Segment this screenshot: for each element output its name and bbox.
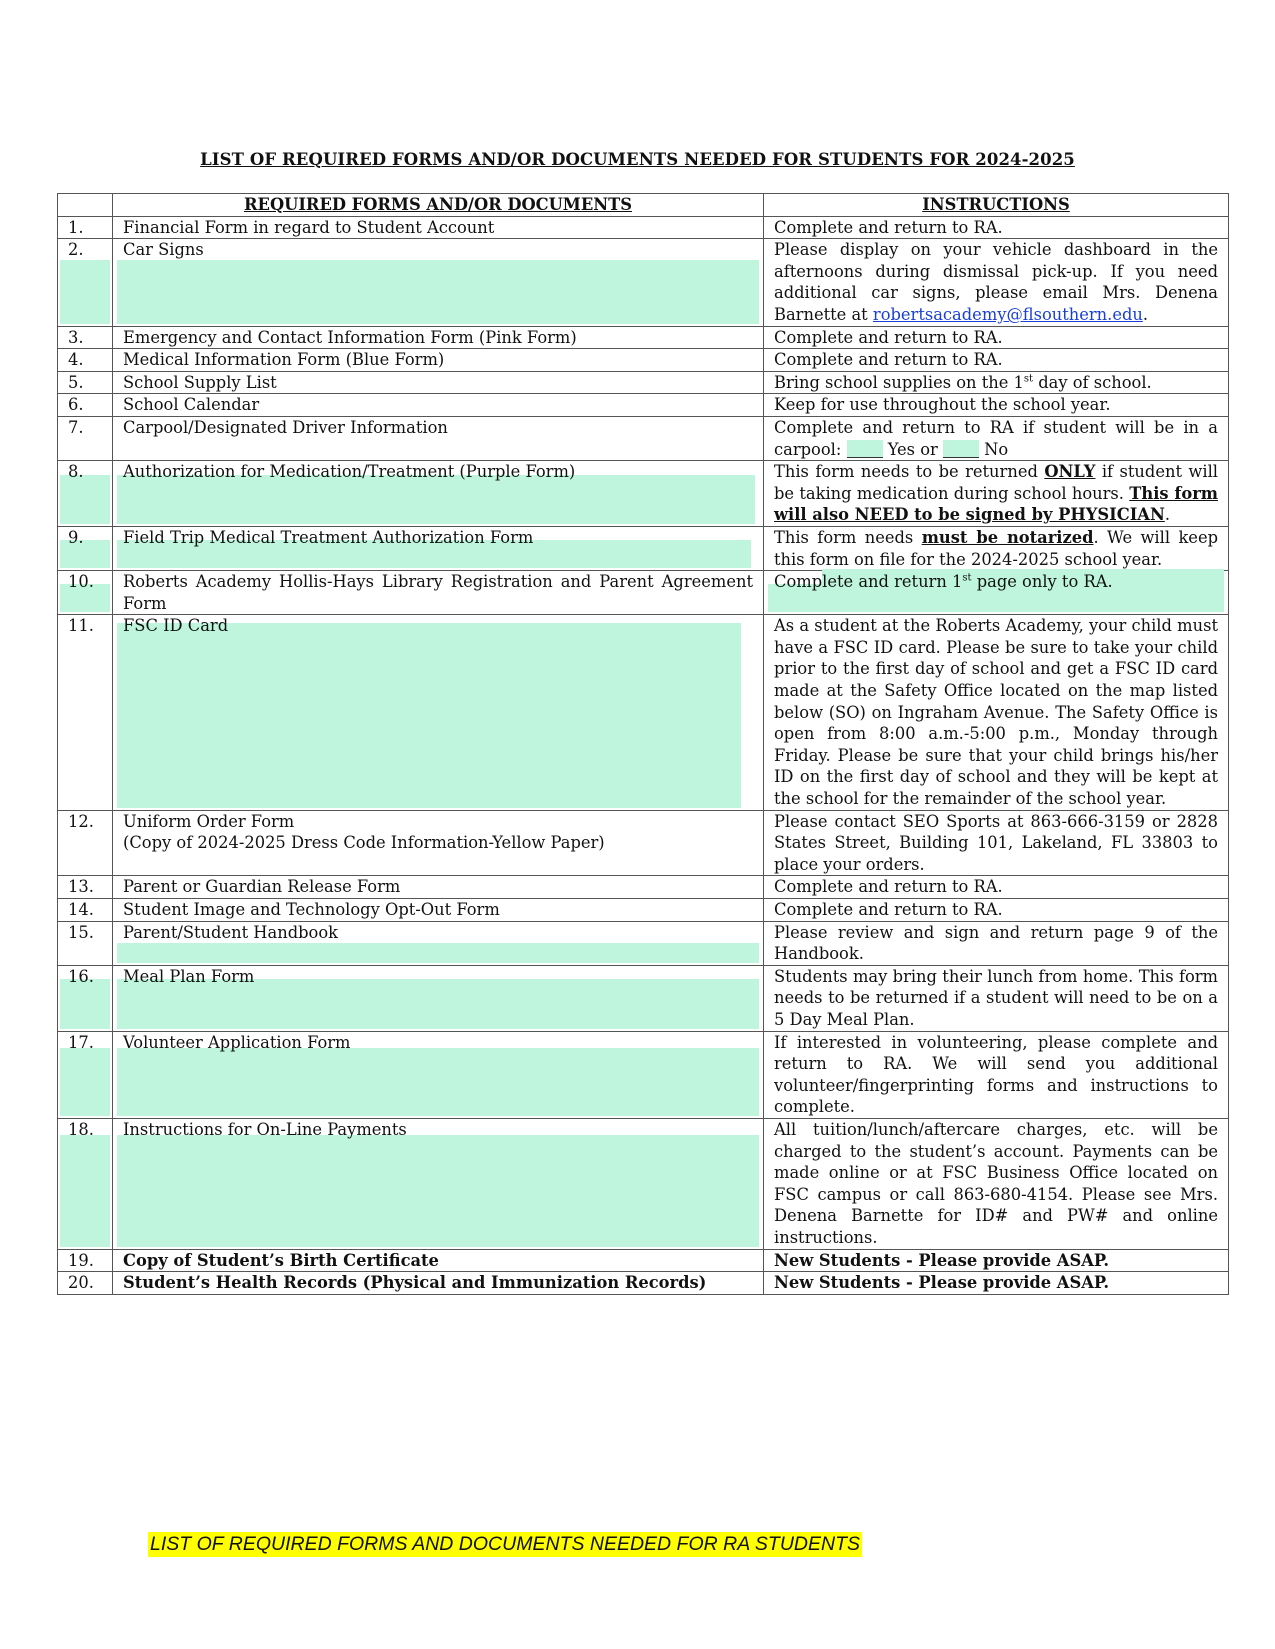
header-number xyxy=(58,194,113,217)
instructions: Complete and return to RA. xyxy=(764,899,1229,922)
instructions-suffix: . xyxy=(1142,304,1149,324)
instructions-text: Bring school supplies on the 1 xyxy=(774,372,1024,392)
document-name: Parent or Guardian Release Form xyxy=(113,876,764,899)
document-cell xyxy=(113,1031,764,1118)
document-cell xyxy=(113,1118,764,1249)
email-link[interactable]: robertsacademy@flsouthern.edu xyxy=(872,304,1143,324)
table-row xyxy=(58,615,1229,810)
document-name: Instructions for On-Line Payments xyxy=(123,1119,407,1139)
document-name: Parent/Student Handbook xyxy=(123,922,339,942)
document-name: Medical Information Form (Blue Form) xyxy=(113,349,764,372)
table-row xyxy=(58,899,1229,922)
row-number: 5. xyxy=(58,371,113,394)
row-number: 19. xyxy=(58,1249,113,1272)
row-number: 12. xyxy=(58,810,113,876)
row-number: 11. xyxy=(58,615,113,810)
row-number: 17. xyxy=(68,1032,94,1052)
required-forms-table xyxy=(57,193,1229,1295)
row-number: 13. xyxy=(58,876,113,899)
table-row xyxy=(58,326,1229,349)
instructions xyxy=(764,416,1229,460)
row-number-cell xyxy=(58,1031,113,1118)
table-row xyxy=(58,1249,1229,1272)
row-number-cell xyxy=(58,965,113,1031)
green-highlight xyxy=(117,475,755,524)
row-number: 6. xyxy=(58,394,113,417)
instructions: New Students - Please provide ASAP. xyxy=(764,1272,1229,1295)
green-highlight xyxy=(60,979,110,1029)
row-number: 9. xyxy=(68,527,84,547)
instructions-text: Complete and return 1 xyxy=(774,572,963,592)
document-name: Student’s Health Records (Physical and Immunization Records) xyxy=(113,1272,764,1295)
instructions-suffix: . xyxy=(1164,505,1171,525)
document-cell xyxy=(113,615,764,810)
document-name: FSC ID Card xyxy=(123,616,229,636)
table-row xyxy=(58,394,1229,417)
row-number-cell xyxy=(58,461,113,527)
table-row xyxy=(58,1118,1229,1249)
page-title: LIST OF REQUIRED FORMS AND/OR DOCUMENTS NEEDED FOR STUDENTS FOR 2024-2025 xyxy=(200,150,1075,169)
instructions-cell xyxy=(764,571,1229,615)
document-name: Financial Form in regard to Student Account xyxy=(113,216,764,239)
document-cell xyxy=(113,921,764,965)
green-highlight xyxy=(117,943,759,963)
row-number: 3. xyxy=(58,326,113,349)
row-number: 14. xyxy=(58,899,113,922)
document-name: Volunteer Application Form xyxy=(123,1032,351,1052)
only-emphasis: ONLY xyxy=(1044,462,1096,482)
document-name: Meal Plan Form xyxy=(123,966,255,986)
document-name: Roberts Academy Hollis-Hays Library Registration and Parent Agreement Form xyxy=(113,571,764,615)
yes-blank-field[interactable] xyxy=(847,440,883,458)
green-highlight xyxy=(117,979,759,1029)
table-row xyxy=(58,921,1229,965)
instructions-suffix: . We will keep this form on file for the 2024-2025 school year. xyxy=(774,527,1218,569)
green-highlight xyxy=(117,623,741,807)
header-instructions: INSTRUCTIONS xyxy=(764,194,1229,217)
row-number: 18. xyxy=(68,1119,94,1139)
row-number: 16. xyxy=(68,966,94,986)
table-row xyxy=(58,876,1229,899)
table-header-row xyxy=(58,194,1229,217)
row-number: 4. xyxy=(58,349,113,372)
yes-label: Yes or xyxy=(882,439,943,459)
document-name: Authorization for Medication/Treatment (Purple Form) xyxy=(123,462,576,482)
table-row xyxy=(58,461,1229,527)
instructions-text-mid: if student will be taking medication during school hours. xyxy=(774,462,1218,503)
document-cell xyxy=(113,965,764,1031)
instructions: Complete and return to RA. xyxy=(764,349,1229,372)
table-row xyxy=(58,1272,1229,1295)
header-documents: REQUIRED FORMS AND/OR DOCUMENTS xyxy=(113,194,764,217)
row-number: 2. xyxy=(68,240,84,260)
table-row xyxy=(58,571,1229,615)
instructions xyxy=(774,528,1218,569)
instructions xyxy=(764,371,1229,394)
table-row xyxy=(58,371,1229,394)
document-name: Emergency and Contact Information Form (Pink Form) xyxy=(113,326,764,349)
green-highlight xyxy=(117,1048,759,1116)
instructions xyxy=(774,572,1113,591)
instructions-cell xyxy=(764,526,1229,570)
instructions: New Students - Please provide ASAP. xyxy=(764,1249,1229,1272)
ordinal-suffix: st xyxy=(1023,373,1034,385)
table-row xyxy=(58,526,1229,570)
table-row xyxy=(58,1031,1229,1118)
instructions: Complete and return to RA. xyxy=(764,216,1229,239)
row-number-cell xyxy=(58,526,113,570)
ordinal-suffix: st xyxy=(962,572,972,584)
row-number: 10. xyxy=(68,572,94,592)
green-highlight xyxy=(60,1135,110,1247)
no-label: No xyxy=(978,439,1009,459)
instructions: If interested in volunteering, please complete and return to RA. We will send you additional volunteer/fingerprinting forms and instructions to complete. xyxy=(764,1031,1229,1118)
instructions-text: Complete and return to RA if student will be in a carpool: xyxy=(774,417,1218,459)
document-cell xyxy=(113,810,764,876)
green-highlight xyxy=(117,1135,759,1247)
document-name: Uniform Order Form xyxy=(123,811,295,831)
table-row xyxy=(58,416,1229,460)
green-highlight xyxy=(60,475,110,524)
row-number: 1. xyxy=(58,216,113,239)
row-number: 15. xyxy=(58,921,113,965)
physician-notice: This form will also NEED to be signed by PHYSICIAN xyxy=(774,483,1219,525)
instructions-text: This form needs xyxy=(774,527,922,547)
green-highlight xyxy=(117,260,759,323)
instructions: All tuition/lunch/aftercare charges, etc. will be charged to the student’s account. Payments can be made online or at FSC Business Office located on FSC campus or call 863-680-4154. Please see Mrs. Denena Barnette for ID# and PW# and online instructions. xyxy=(764,1118,1229,1249)
table-row xyxy=(58,965,1229,1031)
row-number-cell xyxy=(58,1118,113,1249)
instructions: Complete and return to RA. xyxy=(764,876,1229,899)
row-number: 7. xyxy=(58,416,113,460)
instructions: Please review and sign and return page 9 of the Handbook. xyxy=(764,921,1229,965)
document-name: School Calendar xyxy=(113,394,764,417)
document-name: Car Signs xyxy=(123,240,204,260)
document-name: School Supply List xyxy=(113,371,764,394)
instructions-suffix: page only to RA. xyxy=(971,572,1113,592)
document-note: (Copy of 2024-2025 Dress Code Information-Yellow Paper) xyxy=(123,833,605,853)
instructions: Keep for use throughout the school year. xyxy=(764,394,1229,417)
footer-highlighted-caption: LIST OF REQUIRED FORMS AND DOCUMENTS NEEDED FOR RA STUDENTS xyxy=(150,1533,860,1555)
document-cell xyxy=(113,461,764,527)
document-name: Student Image and Technology Opt-Out Form xyxy=(113,899,764,922)
notarized-emphasis: must be notarized xyxy=(921,527,1094,547)
table-row xyxy=(58,810,1229,876)
row-number: 20. xyxy=(58,1272,113,1295)
instructions: As a student at the Roberts Academy, your child must have a FSC ID card. Please be sure to take your child prior to the first day of school and get a FSC ID card made at the Safety Office located on the map listed below (SO) on Ingraham Avenue. The Safety Office is open from 8:00 a.m.-5:00 p.m., Monday through Friday. Please be sure that your child brings his/her ID on the first day of school and they will be kept at the school for the remainder of the school year. xyxy=(764,615,1229,810)
table-row xyxy=(58,239,1229,326)
row-number: 8. xyxy=(68,462,84,482)
document-cell xyxy=(113,526,764,570)
document-name: Carpool/Designated Driver Information xyxy=(113,416,764,460)
instructions: Students may bring their lunch from home. This form needs to be returned if a student will need to be on a 5 Day Meal Plan. xyxy=(764,965,1229,1031)
document-cell xyxy=(113,239,764,326)
instructions-suffix: day of school. xyxy=(1033,372,1152,392)
row-number-cell xyxy=(58,239,113,326)
green-highlight xyxy=(60,260,110,323)
document-name: Field Trip Medical Treatment Authorization Form xyxy=(123,527,534,547)
document-name: Copy of Student’s Birth Certificate xyxy=(113,1249,764,1272)
instructions xyxy=(764,239,1229,326)
instructions-text: This form needs to be returned xyxy=(774,462,1045,482)
instructions: Complete and return to RA. xyxy=(764,326,1229,349)
instructions-text: Please display on your vehicle dashboard in the afternoons during dismissal pick-up. If you need additional car signs, please email Mrs. Denena Barnette at xyxy=(774,240,1218,324)
green-highlight xyxy=(60,1048,110,1116)
table-row xyxy=(58,349,1229,372)
table-row xyxy=(58,216,1229,239)
instructions xyxy=(764,461,1229,527)
instructions: Please contact SEO Sports at 863-666-3159 or 2828 States Street, Building 101, Lakeland, FL 33803 to place your orders. xyxy=(764,810,1229,876)
no-blank-field[interactable] xyxy=(943,440,979,458)
row-number-cell xyxy=(58,571,113,615)
